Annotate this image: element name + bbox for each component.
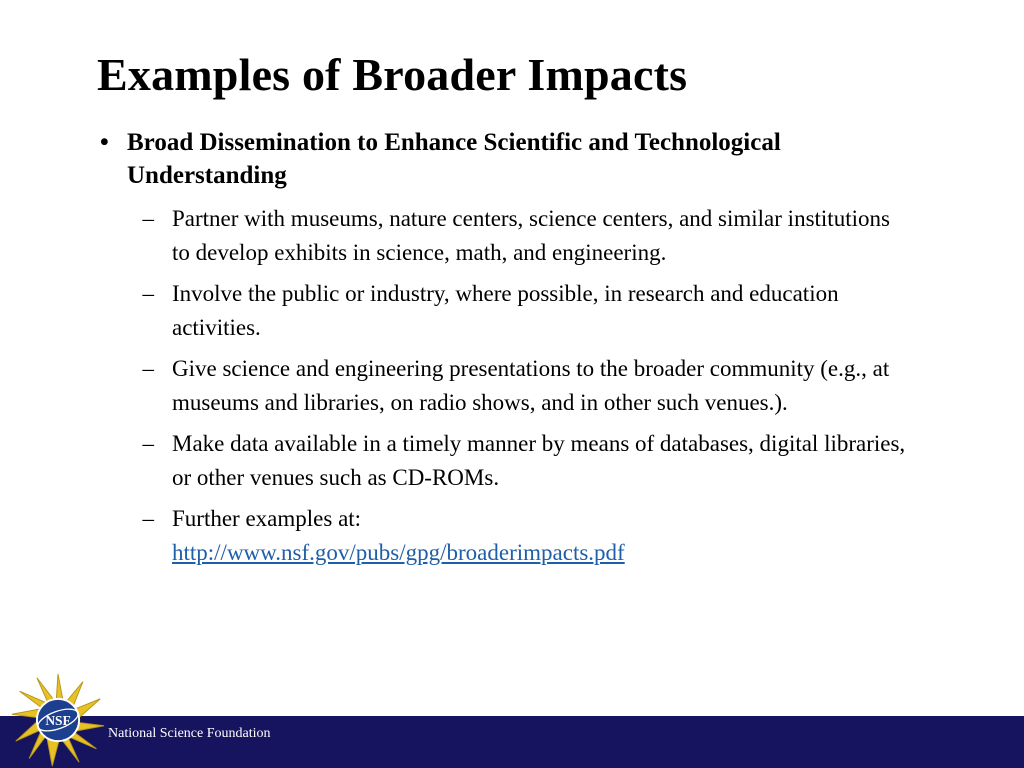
logo-text: NSF xyxy=(45,712,71,728)
sub-bullet-marker: – xyxy=(142,281,154,306)
sub-bullet-marker: – xyxy=(142,431,154,456)
slide-content xyxy=(100,126,920,577)
sub-bullet xyxy=(100,427,920,495)
slide-title: Examples of Broader Impacts xyxy=(97,49,688,100)
footer-bar xyxy=(0,716,1024,768)
sub-bullet-list xyxy=(100,202,920,570)
sub-bullet-marker: – xyxy=(142,206,154,231)
sub-bullet-text: Involve the public or industry, where possible, in research and education activities. xyxy=(172,281,839,340)
further-examples-label: Further examples at: xyxy=(172,506,362,531)
sub-bullet-text: Partner with museums, nature centers, science centers, and similar institutions to develop exhibits in science, math, and engineering. xyxy=(172,206,890,265)
sub-bullet xyxy=(100,277,920,345)
sub-bullet-text: Make data available in a timely manner by means of databases, digital libraries, or other venues such as CD-ROMs. xyxy=(172,431,906,490)
broader-impacts-link[interactable]: http://www.nsf.gov/pubs/gpg/broaderimpacts.pdf xyxy=(172,540,625,565)
sub-bullet-marker: – xyxy=(142,506,154,531)
sub-bullet xyxy=(100,352,920,420)
bullet-marker: • xyxy=(100,129,109,156)
footer-organization: National Science Foundation xyxy=(108,726,271,741)
further-examples xyxy=(172,502,907,570)
sub-bullet xyxy=(100,502,920,570)
sub-bullet-text: Give science and engineering presentations to the broader community (e.g., at museums and libraries, on radio shows, and in other such venues.). xyxy=(172,356,890,415)
nsf-seal-icon xyxy=(10,672,106,768)
main-bullet-text: Broad Dissemination to Enhance Scientific and Technological Understanding xyxy=(127,129,781,189)
sub-bullet-marker: – xyxy=(142,356,154,381)
main-bullet xyxy=(100,126,920,192)
sub-bullet xyxy=(100,202,920,270)
